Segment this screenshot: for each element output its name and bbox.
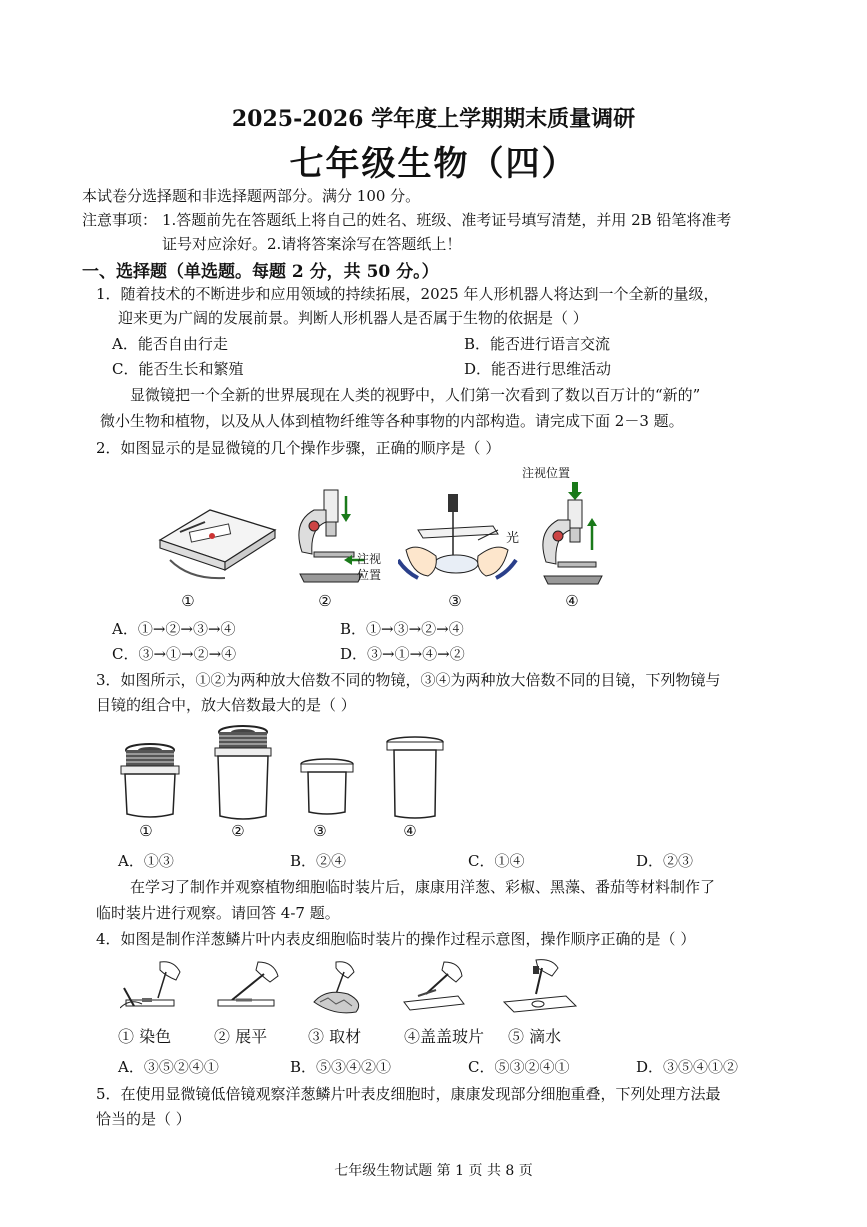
q4-fig-label-3: ③ 取材 — [308, 1027, 362, 1046]
q1-option-d: D．能否进行思维活动 — [464, 360, 612, 378]
microscope-stage-figure — [150, 500, 280, 582]
spreading-figure — [212, 958, 284, 1016]
q2-stem: 2．如图显示的是显微镜的几个操作步骤，正确的顺序是（ ） — [96, 439, 501, 457]
q3-stem-1: 3．如图所示，①②为两种放大倍数不同的物镜，③④为两种放大倍数不同的目镜，下列物镜与 — [96, 671, 721, 689]
passage-1-line-1: 显微镜把一个全新的世界展现在人类的视野中，人们第一次看到了数以百万计的“新的” — [130, 386, 701, 404]
section-heading: 一、选择题（单选题。每题 2 分，共 50 分。） — [82, 262, 439, 282]
staining-figure — [120, 958, 192, 1016]
q3-fig-label-3: ③ — [313, 822, 327, 840]
notice-label: 注意事项： — [82, 211, 158, 229]
q3-option-c: C．①④ — [468, 852, 525, 870]
q3-option-d: D．②③ — [636, 852, 694, 870]
q2-fig-label-3: ③ — [448, 592, 462, 610]
q1-stem-1: 1．随着技术的不断进步和应用领域的持续拓展，2025 年人形机器人将达到一个全新的量级， — [96, 285, 719, 303]
q2-option-c: C．③→①→②→④ — [112, 645, 237, 663]
q2-option-b: B．①→③→②→④ — [340, 620, 464, 638]
q1-option-b: B．能否进行语言交流 — [464, 335, 611, 353]
q1-option-a: A．能否自由行走 — [112, 335, 228, 353]
q4-fig-label-4: ④盖盖玻片 — [404, 1027, 485, 1046]
q3-fig-label-4: ④ — [403, 822, 417, 840]
hands-mirror-figure — [398, 490, 518, 585]
q4-option-b: B．⑤③④②① — [290, 1058, 392, 1076]
q4-fig-label-5: ⑤ 滴水 — [508, 1027, 562, 1046]
notice-line-2: 证号对应涂好。2.请将答案涂写在答题纸上！ — [162, 235, 462, 253]
q2-fig-label-4: ④ — [565, 592, 579, 610]
q5-stem-1: 5．在使用显微镜低倍镜观察洋葱鳞片叶表皮细胞时，康康发现部分细胞重叠，下列处理方法最 — [96, 1085, 721, 1103]
intro-line: 本试卷分选择题和非选择题两部分。满分 100 分。 — [82, 187, 421, 205]
notice-line-1: 1.答题前先在答题纸上将自己的姓名、班级、准考证号填写清楚，并用 2B 铅笔将准考 — [162, 211, 732, 229]
q2-label-watch-1: 注视 — [357, 552, 382, 566]
q1-option-c: C．能否生长和繁殖 — [112, 360, 244, 378]
exam-subtitle: 七年级生物（四） — [289, 144, 578, 184]
passage-2-line-1: 在学习了制作并观察植物细胞临时装片后，康康用洋葱、彩椒、黑藻、番茄等材料制作了 — [130, 878, 716, 896]
dropping-water-figure — [496, 958, 584, 1016]
q1-stem-2: 迎来更为广阔的发展前景。判断人形机器人是否属于生物的依据是（ ） — [118, 309, 588, 327]
q3-option-b: B．②④ — [290, 852, 347, 870]
objective-lens-1 — [115, 740, 185, 820]
q2-option-a: A．①→②→③→④ — [112, 620, 236, 638]
passage-1-line-2: 微小生物和植物，以及从人体到植物纤维等各种事物的内部构造。请完成下面 2－3 题。 — [100, 412, 684, 430]
q4-option-a: A．③⑤②④① — [118, 1058, 219, 1076]
q4-stem: 4．如图是制作洋葱鳞片叶内表皮细胞临时装片的操作过程示意图，操作顺序正确的是（ ） — [96, 930, 696, 948]
q3-fig-label-1: ① — [139, 822, 153, 840]
q2-label-watch-top: 注视位置 — [522, 466, 571, 480]
eyepiece-3 — [298, 756, 356, 818]
q2-fig-label-2: ② — [318, 592, 332, 610]
passage-2-line-2: 临时装片进行观察。请回答 4-7 题。 — [96, 904, 340, 922]
q4-option-d: D．③⑤④①② — [636, 1058, 739, 1076]
q3-fig-label-2: ② — [231, 822, 245, 840]
q3-option-a: A．①③ — [118, 852, 174, 870]
q2-option-d: D．③→①→④→② — [340, 645, 465, 663]
objective-lens-2 — [212, 724, 274, 822]
page-footer: 七年级生物试题 第 1 页 共 8 页 — [334, 1163, 533, 1179]
q2-fig-label-1: ① — [181, 592, 195, 610]
q5-stem-2: 恰当的是（ ） — [96, 1110, 191, 1128]
microscope-raising-figure — [536, 478, 610, 586]
q4-option-c: C．⑤③②④① — [468, 1058, 570, 1076]
cover-slip-figure — [398, 958, 470, 1016]
eyepiece-4 — [384, 734, 446, 822]
q3-stem-2: 目镜的组合中，放大倍数最大的是（ ） — [96, 696, 356, 714]
q2-label-light: 光 — [506, 531, 520, 546]
q2-label-watch-2: 位置 — [357, 568, 382, 582]
exam-title: 2025-2026 学年度上学期期末质量调研 — [231, 106, 636, 132]
q4-fig-label-1: ① 染色 — [118, 1027, 172, 1046]
q4-fig-label-2: ② 展平 — [214, 1027, 268, 1046]
sampling-figure — [306, 958, 376, 1016]
